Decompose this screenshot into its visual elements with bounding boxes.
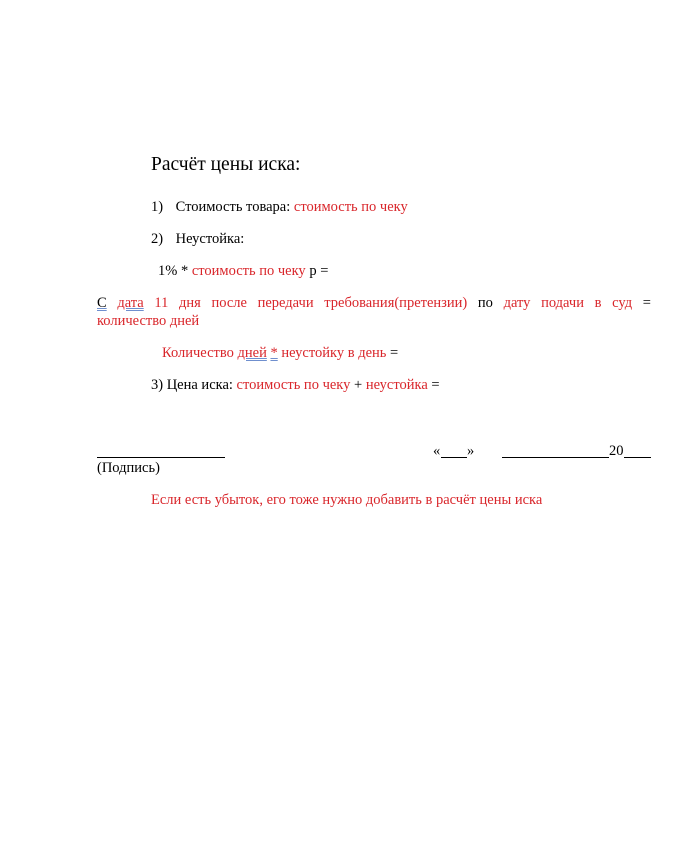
item-2-number: 2) — [151, 231, 164, 247]
signature-line — [97, 457, 225, 458]
item-1 — [151, 198, 408, 216]
document-title: Расчёт цены иска: — [151, 154, 301, 175]
period-word: подачи — [541, 295, 584, 311]
note-text: Если есть убыток, его тоже нужно добавить в расчёт цены иска — [151, 492, 543, 508]
signature-caption: (Подпись) — [97, 460, 160, 476]
period-word: = — [642, 295, 651, 311]
item-3-value2: неустойка — [365, 377, 428, 393]
period-word: передачи — [257, 295, 314, 311]
item-3-plus: + — [354, 377, 363, 393]
date-open-quote: « — [433, 443, 441, 459]
item-2 — [151, 230, 244, 248]
formula-days-part1: Количество — [162, 345, 234, 361]
date-day-line — [441, 457, 467, 458]
item-1-number: 1) — [151, 199, 164, 215]
date-month-line — [502, 457, 609, 458]
item-3-suffix: = — [431, 377, 440, 393]
formula-penalty-suffix: р = — [309, 263, 329, 279]
formula-penalty-value: стоимость по чеку — [191, 263, 306, 279]
formula-days-part2: дней — [237, 345, 267, 361]
period-word: дата — [117, 295, 144, 311]
item-3 — [151, 376, 440, 394]
item-2-label: Неустойка: — [175, 231, 245, 247]
formula-penalty-prefix: 1% * — [158, 263, 189, 279]
item-3-label: 3) Цена иска: — [151, 377, 233, 393]
item-3-value1: стоимость по чеку — [236, 377, 351, 393]
date-close-quote: » — [467, 443, 475, 459]
period-word: требования(претензии) — [324, 295, 468, 311]
period-word: в — [594, 295, 602, 311]
formula-days — [162, 344, 398, 362]
formula-days-suffix: = — [390, 345, 399, 361]
date-year-line — [624, 457, 651, 458]
period-line — [97, 294, 651, 312]
period-word: С — [97, 295, 107, 311]
formula-days-part3: неустойку в день — [281, 345, 387, 361]
period-word: дату — [503, 295, 531, 311]
item-1-value: стоимость по чеку — [293, 199, 408, 215]
period-word: по — [477, 295, 493, 311]
period-word: 11 — [154, 295, 169, 311]
period-continuation: количество дней — [97, 313, 200, 329]
period-word: дня — [179, 295, 201, 311]
formula-penalty — [158, 262, 328, 280]
date-year-prefix: 20 — [609, 443, 624, 459]
formula-days-star: * — [270, 345, 278, 361]
period-word: суд — [612, 295, 633, 311]
item-1-label: Стоимость товара: — [175, 199, 291, 215]
period-word: после — [211, 295, 247, 311]
